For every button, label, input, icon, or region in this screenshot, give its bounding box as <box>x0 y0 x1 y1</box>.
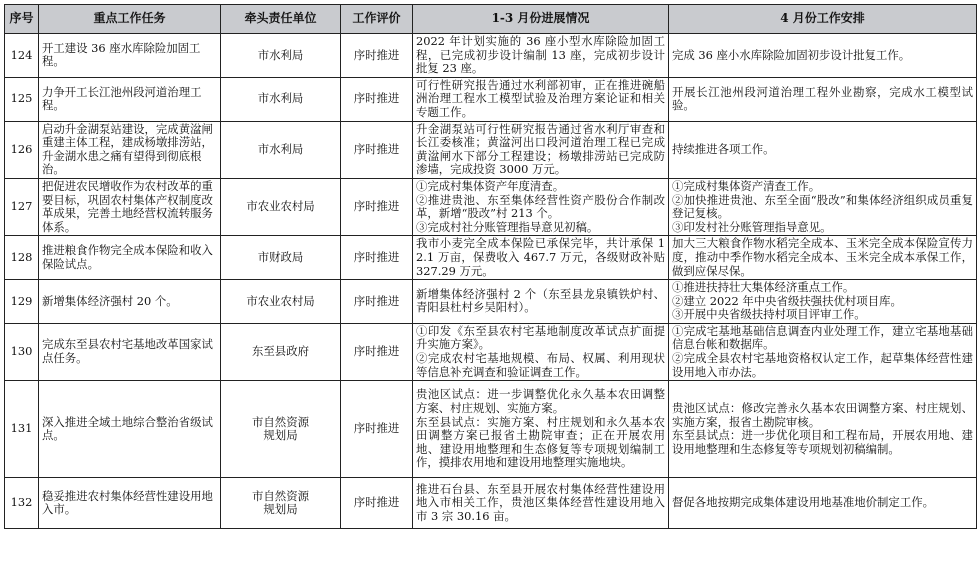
header-unit: 牵头责任单位 <box>221 5 341 34</box>
row-eval: 序时推进 <box>341 236 413 280</box>
header-no: 序号 <box>5 5 39 34</box>
row-eval: 序时推进 <box>341 34 413 78</box>
table-row <box>5 280 977 324</box>
row-unit: 市水利局 <box>221 34 341 78</box>
row-progress: 新增集体经济强村 2 个（东至县龙泉镇铁炉村、青阳县杜村乡吴阳村）。 <box>413 280 669 324</box>
row-progress: 我市小麦完全成本保险已承保完毕，共计承保 12.1 万亩，保费收入 467.7 万元，各级财政补贴 327.29 万元。 <box>413 236 669 280</box>
table-row <box>5 77 977 121</box>
row-eval: 序时推进 <box>341 77 413 121</box>
row-progress: 推进石台县、东至县开展农村集体经营性建设用地入市相关工作，贵池区集体经营性建设用地入市 3 宗 30.16 亩。 <box>413 478 669 529</box>
row-plan: ①推进扶持壮大集体经济重点工作。 ②建立 2022 年中央省级扶强扶优村项目库。 ③开展中央省级扶持村项目评审工作。 <box>669 280 977 324</box>
row-plan: 督促各地按期完成集体建设用地基准地价制定工作。 <box>669 478 977 529</box>
row-progress: ①印发《东至县农村宅基地制度改革试点扩面提升实施方案》。 ②完成农村宅基地规模、布局、权属、利用现状等信息补充调查和验证调查工作。 <box>413 323 669 380</box>
row-eval: 序时推进 <box>341 323 413 380</box>
header-progress: 1-3 月份进展情况 <box>413 5 669 34</box>
row-unit: 市自然资源 规划局 <box>221 478 341 529</box>
row-progress: 升金湖泵站可行性研究报告通过省水利厅审查和长江委核准；黄湓河出口段河道治理工程已完成黄湓闸水下部分工程建设；杨墩排涝站已完成防渗墙，完成投资 3000 万元。 <box>413 121 669 178</box>
table-header-row <box>5 5 977 34</box>
header-eval: 工作评价 <box>341 5 413 34</box>
row-unit: 市自然资源 规划局 <box>221 381 341 478</box>
row-eval: 序时推进 <box>341 381 413 478</box>
row-number: 127 <box>5 178 39 235</box>
header-task: 重点工作任务 <box>39 5 221 34</box>
row-progress: 2022 年计划实施的 36 座小型水库除险加固工程，已完成初步设计编制 13 座，完成初步设计批复 23 座。 <box>413 34 669 78</box>
row-progress: 可行性研究报告通过水利部初审，正在推进碗船洲治理工程水工模型试验及治理方案论证和相关专题工作。 <box>413 77 669 121</box>
row-plan: 加大三大粮食作物水稻完全成本、玉米完全成本保险宣传力度，推动中季作物水稻完全成本、玉米完全成本承保工作，做到应保尽保。 <box>669 236 977 280</box>
row-number: 130 <box>5 323 39 380</box>
row-plan: 开展长江池州段河道治理工程外业勘察，完成水工模型试验。 <box>669 77 977 121</box>
work-table <box>4 4 977 529</box>
row-eval: 序时推进 <box>341 478 413 529</box>
row-task: 推进粮食作物完全成本保险和收入保险试点。 <box>39 236 221 280</box>
row-unit: 市水利局 <box>221 77 341 121</box>
row-plan: 贵池区试点：修改完善永久基本农田调整方案、村庄规划、实施方案，报省土勘院审核。 东至县试点：进一步优化项目和工程布局，开展农用地、建设用地整理和生态修复等专项规划初稿编制。 <box>669 381 977 478</box>
row-plan: ①完成宅基地基础信息调查内业处理工作，建立宅基地基础信息台帐和数据库。 ②完成全县农村宅基地资格权认定工作，起草集体经营性建设用地入市办法。 <box>669 323 977 380</box>
row-task: 完成东至县农村宅基地改革国家试点任务。 <box>39 323 221 380</box>
table-row <box>5 478 977 529</box>
row-unit: 市农业农村局 <box>221 178 341 235</box>
table-row <box>5 381 977 478</box>
row-unit: 市财政局 <box>221 236 341 280</box>
row-number: 125 <box>5 77 39 121</box>
row-number: 128 <box>5 236 39 280</box>
row-plan: 完成 36 座小水库除险加固初步设计批复工作。 <box>669 34 977 78</box>
row-number: 131 <box>5 381 39 478</box>
row-unit: 市水利局 <box>221 121 341 178</box>
row-progress: 贵池区试点：进一步调整优化永久基本农田调整方案、村庄规划、实施方案。 东至县试点：实施方案、村庄规划和永久基本农田调整方案已报省土勘院审查；正在开展农用地、建设用地整理和生态修复等专项规划编制工作，摸排农用地和建设用地整理实施地块。 <box>413 381 669 478</box>
row-unit: 东至县政府 <box>221 323 341 380</box>
row-task: 开工建设 36 座水库除险加固工程。 <box>39 34 221 78</box>
row-task: 稳妥推进农村集体经营性建设用地入市。 <box>39 478 221 529</box>
row-task: 力争开工长江池州段河道治理工程。 <box>39 77 221 121</box>
header-plan: 4 月份工作安排 <box>669 5 977 34</box>
row-plan: ①完成村集体资产清查工作。 ②加快推进贵池、东至全面“股改”和集体经济组织成员重复登记复核。 ③印发村社分账管理指导意见。 <box>669 178 977 235</box>
row-number: 124 <box>5 34 39 78</box>
row-task: 把促进农民增收作为农村改革的重要目标，巩固农村集体产权制度改革成果，完善土地经营权流转服务体系。 <box>39 178 221 235</box>
row-task: 新增集体经济强村 20 个。 <box>39 280 221 324</box>
row-number: 132 <box>5 478 39 529</box>
row-unit: 市农业农村局 <box>221 280 341 324</box>
table-row <box>5 178 977 235</box>
row-progress: ①完成村集体资产年度清查。 ②推进贵池、东至集体经营性资产股份合作制改革，新增“股改”村 213 个。 ③完成村社分账管理指导意见初稿。 <box>413 178 669 235</box>
table-row <box>5 34 977 78</box>
row-eval: 序时推进 <box>341 178 413 235</box>
row-eval: 序时推进 <box>341 280 413 324</box>
row-task: 深入推进全域土地综合整治省级试点。 <box>39 381 221 478</box>
row-number: 129 <box>5 280 39 324</box>
table-row <box>5 236 977 280</box>
table-row <box>5 121 977 178</box>
table-row <box>5 323 977 380</box>
row-plan: 持续推进各项工作。 <box>669 121 977 178</box>
row-task: 启动升金湖泵站建设，完成黄湓闸重建主体工程，建成杨墩排涝站，升金湖水患之痛有望得到彻底根治。 <box>39 121 221 178</box>
row-number: 126 <box>5 121 39 178</box>
row-eval: 序时推进 <box>341 121 413 178</box>
